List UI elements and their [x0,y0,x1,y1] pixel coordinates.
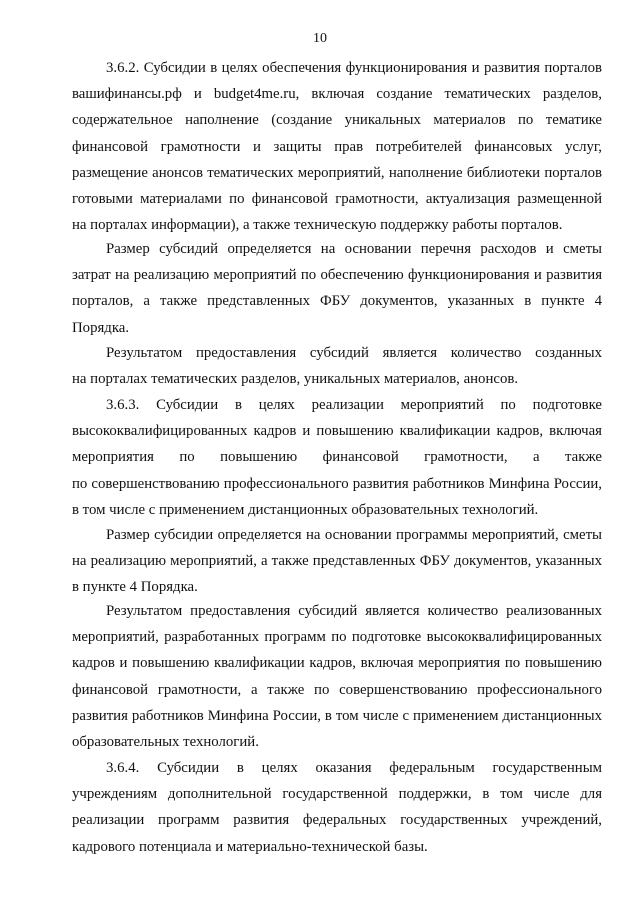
text-line: учреждениям дополнительной государственной поддержки, в том числе для [72,786,602,803]
page-number: 10 [313,31,327,46]
text-line: затрат на реализацию мероприятий по обеспечению функционирования и развития [72,267,602,284]
text-line: 3.6.2. Субсидии в целях обеспечения функционирования и развития порталов [106,60,602,76]
paragraph-result-3-6-3 [72,598,602,755]
text-line: Размер субсидии определяется на основании программы мероприятий, сметы [106,527,602,543]
text-line: мероприятия по повышению финансовой грамотности, а также [72,449,602,466]
text-line: Размер субсидий определяется на основании перечня расходов и сметы [106,241,602,257]
text-line: на реализацию мероприятий, а также представленных ФБУ документов, указанных [72,553,602,570]
text-line: Результатом предоставления субсидий является количество реализованных [106,603,602,619]
text-line: финансовой грамотности, а также по совершенствованию профессионального [72,681,602,698]
text-line: Порядка. [72,319,130,336]
text-line: по совершенствованию профессионального развития работников Минфина России, [72,475,602,492]
paragraph-3-6-4 [72,755,602,860]
paragraph-3-6-3 [72,392,602,523]
paragraph-size-3-6-3 [72,522,602,601]
text-line: 3.6.3. Субсидии в целях реализации мероприятий по подготовке [106,397,602,413]
text-line: размещение анонсов тематических мероприятий, наполнение библиотеки порталов [72,164,602,181]
text-line: реализации программ развития федеральных государственных учреждений, [72,812,602,829]
text-line: на порталах информации), а также техническую поддержку работы порталов. [72,217,563,234]
paragraph-size-3-6-2 [72,236,602,341]
text-line: вашифинансы.рф и budget4me.ru, включая создание тематических разделов, [72,86,602,103]
text-line: на порталах тематических разделов, уникальных материалов, анонсов. [72,371,519,388]
text-line: в пункте 4 Порядка. [72,579,198,596]
text-line: Результатом предоставления субсидий является количество созданных [106,345,602,361]
text-line: 3.6.4. Субсидии в целях оказания федеральным государственным [106,760,602,776]
text-line: финансовой грамотности и защиты прав потребителей финансовых услуг, [72,138,602,155]
text-line: кадрового потенциала и материально-технической базы. [72,838,428,855]
text-line: развития работников Минфина России, в том числе с применением дистанционных [72,707,602,724]
text-line: мероприятий, разработанных программ по подготовке высококвалифицированных [72,629,602,646]
paragraph-result-3-6-2 [72,340,602,392]
text-line: содержательное наполнение (создание уникальных материалов по тематике [72,112,602,129]
text-line: в том числе с применением дистанционных образовательных технологий. [72,501,539,518]
text-line: кадров и повышению квалификации кадров, включая мероприятия по повышению [72,655,602,672]
paragraph-3-6-2 [72,55,602,238]
text-line: образовательных технологий. [72,734,259,751]
text-line: высококвалифицированных кадров и повышению квалификации кадров, включая [72,423,602,440]
text-line: готовыми материалами по финансовой грамотности, актуализация размещенной [72,191,602,208]
text-line: порталов, а также представленных ФБУ документов, указанных в пункте 4 [72,293,602,310]
